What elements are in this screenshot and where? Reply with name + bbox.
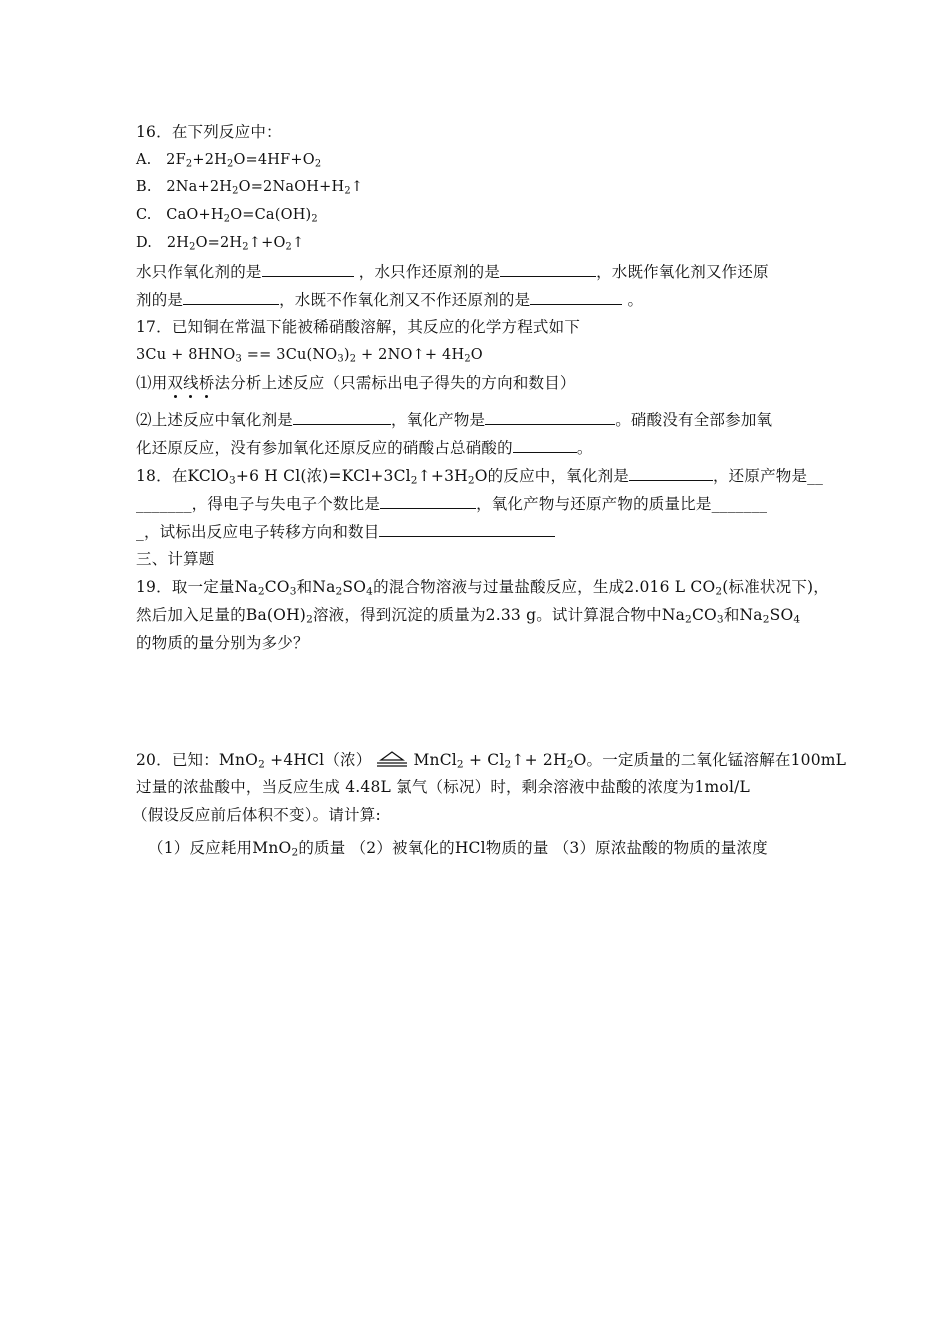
q16-option-d: D. $2H_2O=2H_2↑+O_2↑$ [136, 235, 305, 253]
q16-fill-line-1: 水只作氧化剂的是 ，水只作还原剂的是 ，水既作氧化剂又作还原 [136, 263, 769, 281]
dotted-char: 线 [183, 374, 199, 392]
answer-blank[interactable] [629, 465, 713, 481]
q17-title: 17．已知铜在常温下能被稀硝酸溶解，其反应的化学方程式如下 [136, 318, 581, 336]
answer-blank[interactable] [380, 493, 476, 509]
q16-option-b: B. $2Na+2H_2O=2NaOH+H_2↑$ [136, 179, 364, 197]
q17-part-2: ⑵上述反应中氧化剂是 ，氧化产物是 。硝酸没有全部参加氧 [136, 411, 773, 429]
q19-line-2: 然后加入足量的$Ba(OH)_2$溶液，得到沉淀的质量为2.33 g。试计算混合物中$Na_2CO_3$和$Na_2SO_4$ [136, 606, 801, 626]
dotted-char: 双 [167, 374, 184, 392]
answer-blank[interactable] [379, 521, 555, 537]
answer-blank[interactable] [530, 289, 622, 305]
q17-part-1: ⑴用双线桥法分析上述反应（只需标出电子得失的方向和数目） [136, 374, 576, 392]
q20-line-3: （假设反应前后体积不变）。请计算: [132, 806, 381, 824]
dotted-char: 桥 [198, 374, 215, 392]
q20-line-1: 20．已知：MnO$_2$ +4HCl（浓） MnCl$_2$ + $Cl_2↑+ 2H_2O$。一定质量的二氧化锰溶解在100mL [136, 751, 847, 771]
q17-equation: $3Cu + 8HNO_3 == 3Cu(NO_3)_2$ + 2NO↑+ $4H_2O$ [136, 347, 483, 365]
answer-blank[interactable] [500, 261, 596, 277]
answer-blank[interactable] [513, 437, 577, 453]
q16-title: 16．在下列反应中： [136, 123, 282, 141]
q18-line-3: _，试标出反应电子转移方向和数目 [136, 521, 555, 542]
q18-line-1: 18．在KClO$_3$+6 H Cl(浓)$=KCl+3Cl_2↑+3H_2O$的反应中，氧化剂是 ，还原产物是__ [136, 467, 824, 487]
q20-line-2: 过量的浓盐酸中，当反应生成 4.48L 氯气（标况）时，剩余溶液中盐酸的浓度为1mol/L [136, 778, 751, 796]
answer-blank[interactable] [183, 289, 279, 305]
q16-option-c: C. $CaO+H_2O=Ca(OH)_2$ [136, 207, 318, 225]
q17-part-2-cont: 化还原反应，没有参加氧化还原反应的硝酸占总硝酸的 。 [136, 439, 593, 457]
q19-line-3: 的物质的量分别为多少？ [136, 634, 309, 652]
q16-fill-line-2: 剂的是 ，水既不作氧化剂又不作还原剂的是 。 [136, 291, 644, 309]
answer-blank[interactable] [293, 409, 391, 425]
heating-condition-icon [375, 749, 409, 769]
section-heading: 三、计算题 [136, 550, 215, 568]
q16-option-a: A. $2F_2+2H_2O=4HF+O_2$ [136, 152, 322, 170]
q19-line-1: 19．取一定量$Na_2CO_3$和$Na_2SO_4$的混合物溶液与过量盐酸反应，生成2.016 L $CO_2$(标准状况下)， [136, 578, 829, 598]
q20-sub-questions: （1）反应耗用MnO$_2$的质量 （2）被氧化的HCl物质的量 （3）原浓盐酸的物质的量浓度 [148, 839, 768, 859]
emphasis-dotted-text [167, 374, 214, 392]
answer-blank[interactable] [485, 409, 615, 425]
answer-blank[interactable] [262, 261, 354, 277]
q18-line-2: _______，得电子与失电子个数比是 ，氧化产物与还原产物的质量比是_______ [136, 495, 768, 513]
